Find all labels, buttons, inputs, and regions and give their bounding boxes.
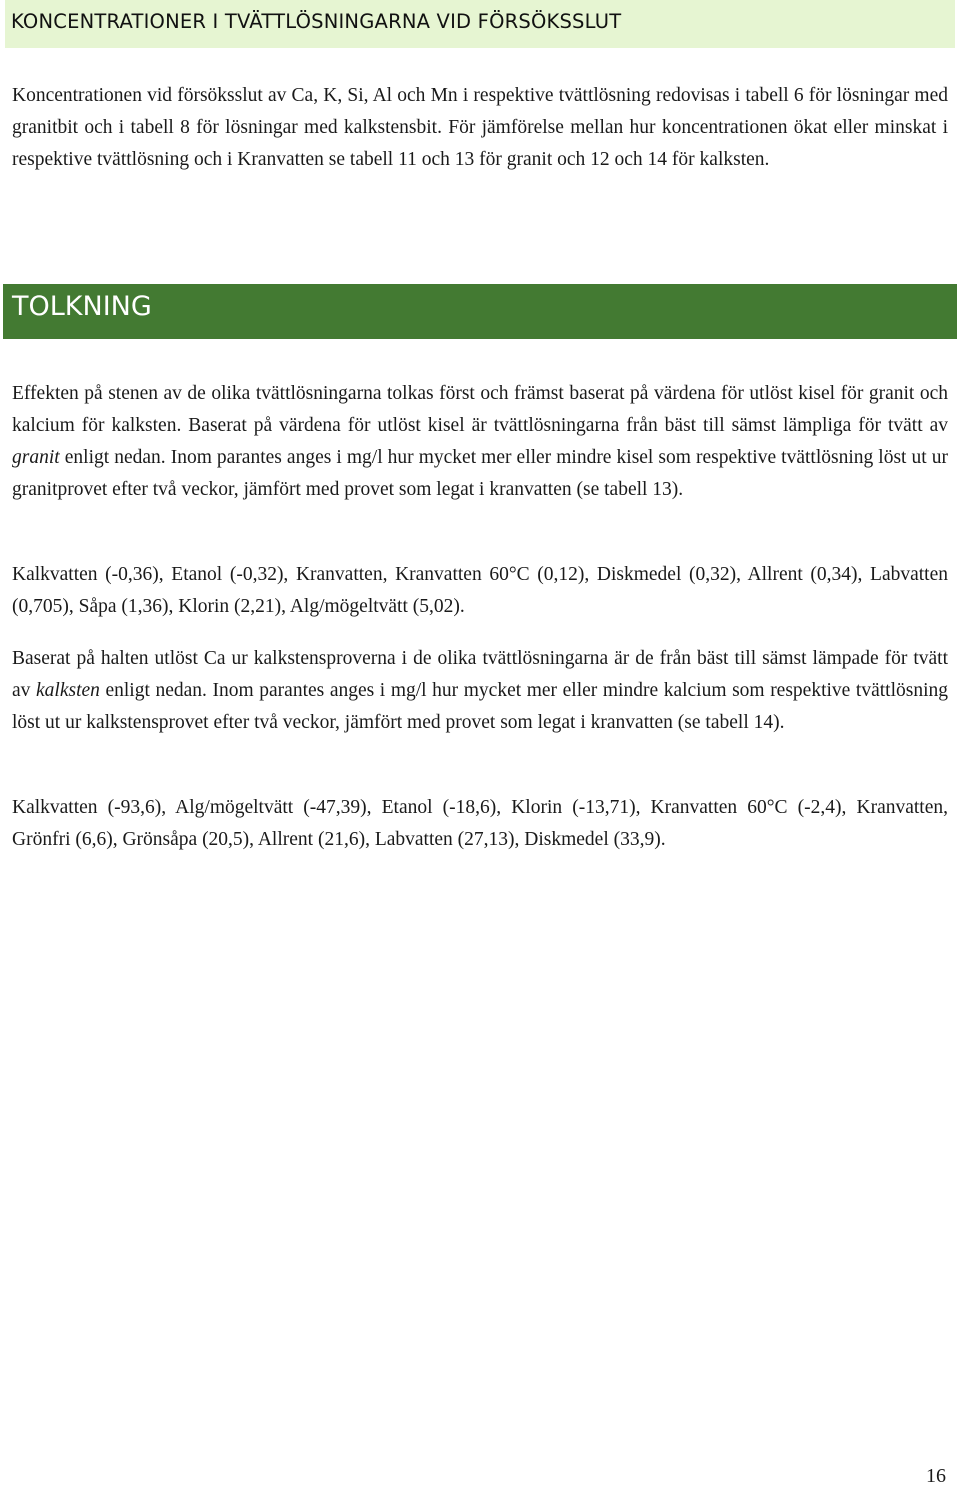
section-heading-interpretation: TOLKNING xyxy=(3,284,957,339)
section-heading-concentrations: KONCENTRATIONER I TVÄTTLÖSNINGARNA VID FÖRSÖKSSLUT xyxy=(5,0,955,48)
limestone-ranking-list: Kalkvatten (-93,6), Alg/mögeltvätt (-47,39), Etanol (-18,6), Klorin (-13,71), Kranvatten 60°C (-2,4), Kranvatten, Grönfri (6,6), Grönsåpa (20,5), Allrent (21,6), Labvatten (27,13), Diskmedel (33,9). xyxy=(12,797,948,850)
paragraph-granite-emphasis: granit xyxy=(12,447,60,468)
paragraph-granite-text-start: Effekten på stenen av de olika tvättlösningarna tolkas först och främst baserat på värdena för utlöst kisel för granit och kalcium för kalksten. Baserat på värdena för utlöst kisel är tvättlösningarna från bäst till sämst lämpliga för tvätt av xyxy=(12,383,948,436)
paragraph-limestone-intro xyxy=(12,643,948,739)
paragraph-concentrations: Koncentrationen vid försöksslut av Ca, K, Si, Al och Mn i respektive tvättlösning redovisas i tabell 6 för lösningar med granitbit och i tabell 8 för lösningar med kalkstensbit. För jämförelse mellan hur koncentrationen ökat eller minskat i respektive tvättlösning och i Kranvatten se tabell 11 och 13 för granit och 12 och 14 för kalksten. xyxy=(12,85,948,170)
paragraph-limestone-text-end: enligt nedan. Inom parantes anges i mg/l hur mycket mer eller mindre kalcium som respektive tvättlösning löst ut ur kalkstensprovet efter två veckor, jämfört med provet som legat i kranvatten (se tabell 14). xyxy=(12,680,948,733)
paragraph-limestone-text-start: Baserat på halten utlöst Ca ur kalkstensproverna i de olika tvättlösningarna är de från bäst till sämst lämpade för tvätt av xyxy=(12,648,948,701)
page-number: 16 xyxy=(926,1465,946,1487)
granite-ranking-list: Kalkvatten (-0,36), Etanol (-0,32), Kranvatten, Kranvatten 60°C (0,12), Diskmedel (0,32), Allrent (0,34), Labvatten (0,705), Såpa (1,36), Klorin (2,21), Alg/mögeltvätt (5,02). xyxy=(12,564,948,617)
paragraph-limestone-emphasis: kalksten xyxy=(36,680,100,701)
paragraph-granite-intro xyxy=(12,378,948,506)
paragraph-granite-text-end: enligt nedan. Inom parantes anges i mg/l hur mycket mer eller mindre kisel som respektive tvättlösning löst ut ur granitprovet efter två veckor, jämfört med provet som legat i kranvatten (se tabell 13). xyxy=(12,447,948,500)
